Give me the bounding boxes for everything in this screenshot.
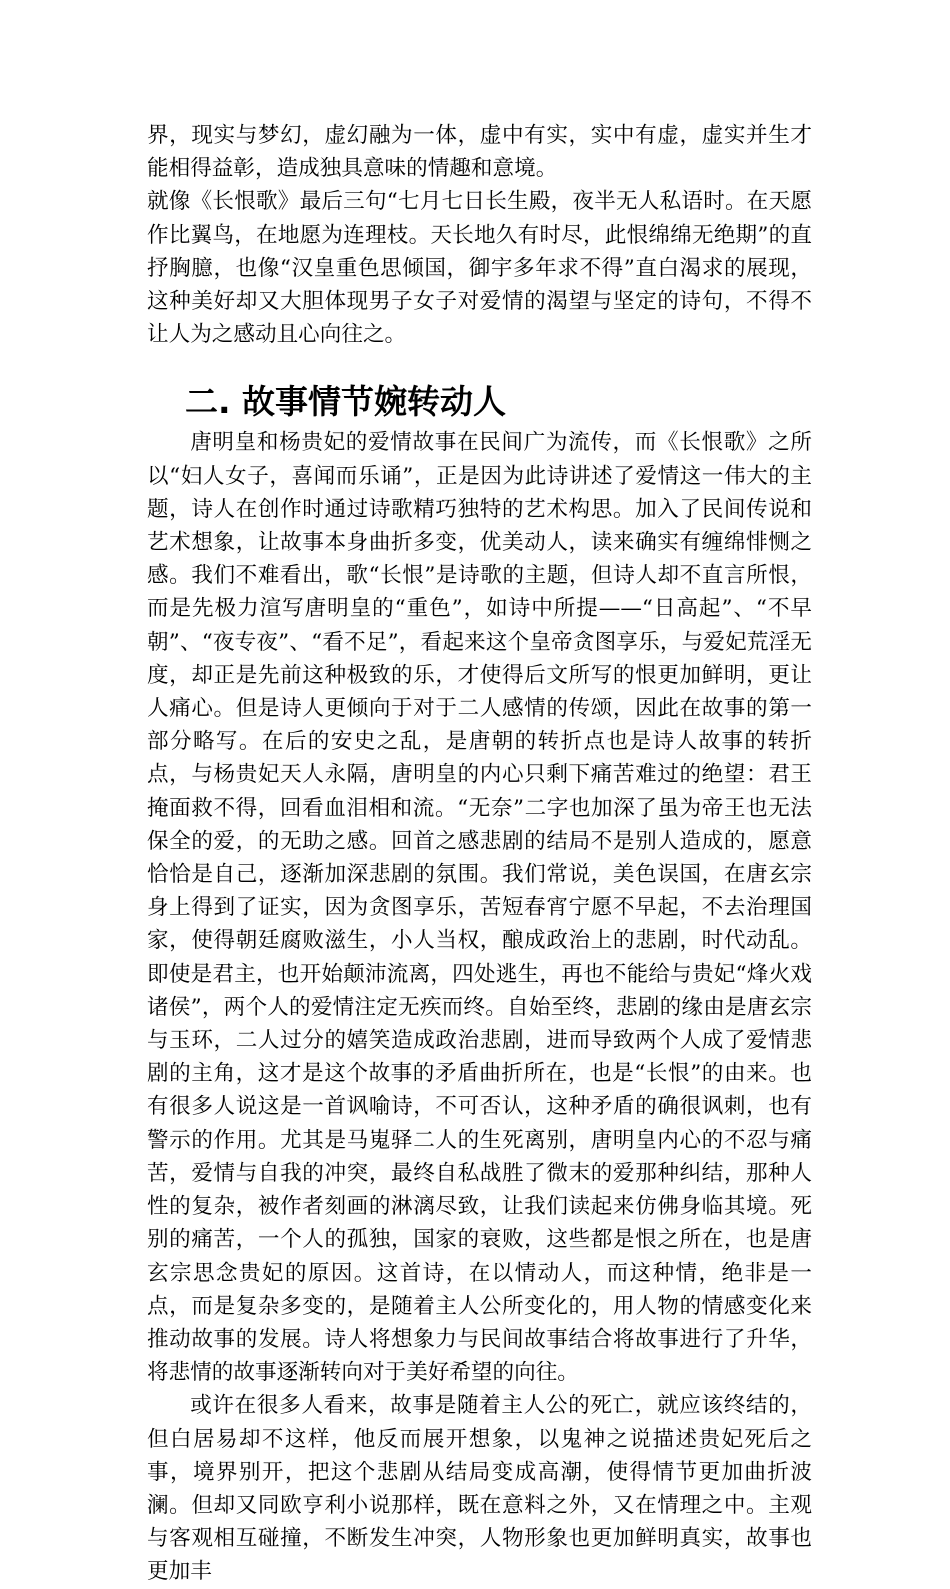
- paragraph-story-main: 唐明皇和杨贵妃的爱情故事在民间广为流传，而《长恨歌》之所以“妇人女子，喜闻而乐诵”，正是因为此诗讲述了爱情这一伟大的主题，诗人在创作时通过诗歌精巧独特的艺术构思。加入了民间传说和艺术想象，让故事本身曲折多变，优美动人，读来确实有缠绵悱恻之感。我们不难看出，歌“长恨”是诗歌的主题，但诗人却不直言所恨，而是先极力渲写唐明皇的“重色”，如诗中所提——“日高起”、“不早朝”、“夜专夜”、“看不足”，看起来这个皇帝贪图享乐，与爱妃荒淫无度，却正是先前这种极致的乐，才使得后文所写的恨更加鲜明，更让人痛心。但是诗人更倾向于对于二人感情的传颂，因此在故事的第一部分略写。在后的安史之乱，是唐朝的转折点也是诗人故事的转折点，与杨贵妃天人永隔，唐明皇的内心只剩下痛苦难过的绝望：君王掩面救不得，回看血泪相和流。“无奈”二字也加深了虽为帝王也无法保全的爱，的无助之感。回首之感悲剧的结局不是别人造成的，愿意恰恰是自己，逐渐加深悲剧的氛围。我们常说，美色误国，在唐玄宗身上得到了证实，因为贪图享乐，苦短春宵宁愿不早起，不去治理国家，使得朝廷腐败滋生，小人当权，酿成政治上的悲剧，时代动乱。即使是君主，也开始颠沛流离，四处逃生，再也不能给与贵妃“烽火戏诸侯”，两个人的爱情注定无疾而终。自始至终，悲剧的缘由是唐玄宗与玉环，二人过分的嬉笑造成政治悲剧，进而导致两个人成了爱情悲剧的主角，这才是这个故事的矛盾曲折所在，也是“长恨”的由来。也有很多人说这是一首讽喻诗，不可否认，这种矛盾的确很讽刺，也有警示的作用。尤其是马嵬驿二人的生死离别，唐明皇内心的不忍与痛苦，爱情与自我的冲突，最终自私战胜了微末的爱那种纠结，那种人性的复杂，被作者刻画的淋漓尽致，让我们读起来仿佛身临其境。死别的痛苦，一个人的孤独，国家的衰败，这些都是恨之所在，也是唐玄宗思念贵妃的原因。这首诗，在以情动人，而这种情，绝非是一点，而是复杂多变的，是随着主人公所变化的，用人物的情感变化来推动故事的发展。诗人将想象力与民间故事结合将故事进行了升华，将悲情的故事逐渐转向对于美好希望的向往。: [147, 430, 812, 1386]
- section-heading: 二. 故事情节婉转动人: [185, 382, 507, 422]
- paragraph-story-ending: 或许在很多人看来，故事是随着主人公的死亡，就应该终结的，但白居易却不这样，他反而展开想象，以鬼神之说描述贵妃死后之事，境界别开，把这个悲剧从结局变成高潮，使得情节更加曲折波澜。但却又同欧亨利小说那样，既在意料之外，又在情理之中。主观与客观相互碰撞，不断发生冲突，人物形象也更加鲜明真实，故事也更加丰: [147, 1393, 812, 1585]
- paragraph-continuation: 界，现实与梦幻，虚幻融为一体，虚中有实，实中有虚，虚实并生才能相得益彰，造成独具意味的情趣和意境。: [147, 123, 812, 182]
- document-page: [147, 119, 812, 1589]
- paragraph-quote-example: 就像《长恨歌》最后三句“七月七日长生殿，夜半无人私语时。在天愿作比翼鸟，在地愿为连理枝。天长地久有时尽，此恨绵绵无绝期”的直抒胸臆，也像“汉皇重色思倾国，御宇多年求不得”直白渴求的展现，这种美好却又大胆体现男子女子对爱情的渴望与坚定的诗句，不得不让人为之感动且心向往之。: [147, 189, 812, 348]
